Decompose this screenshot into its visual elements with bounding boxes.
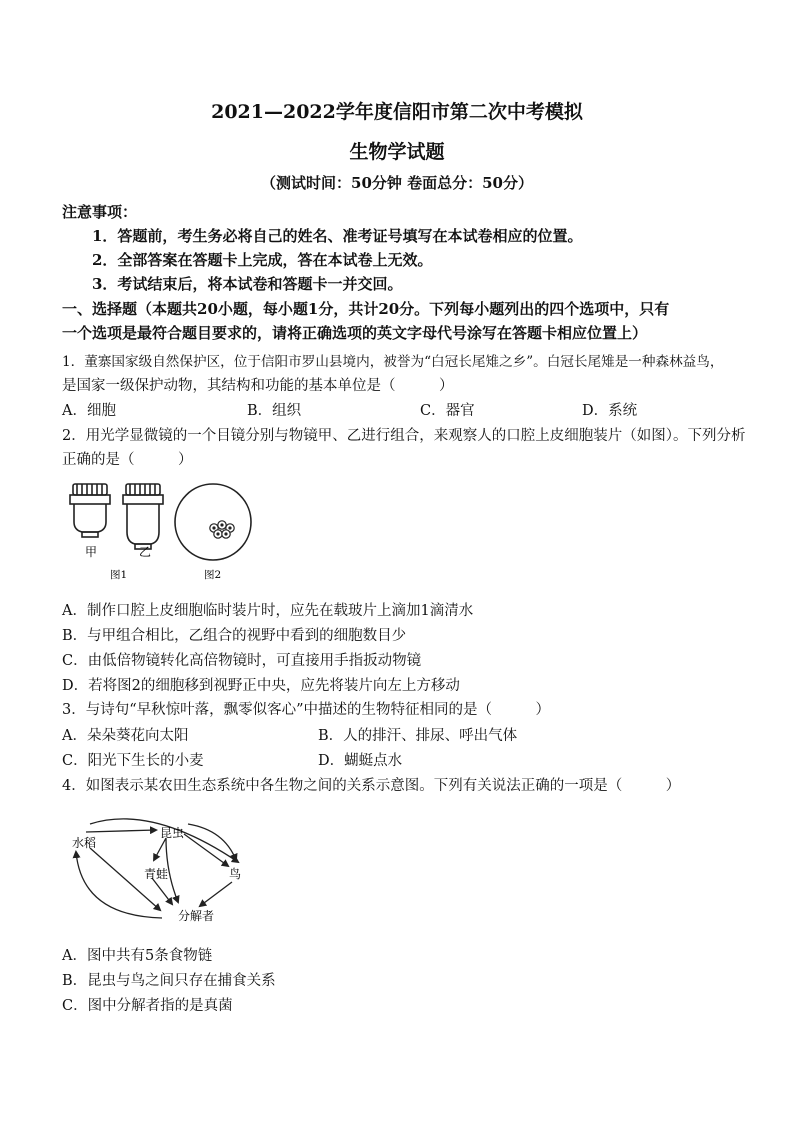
q4-option-b: B．昆虫与鸟之间只存在捕食关系 bbox=[62, 973, 276, 989]
note-item: 2．全部答案在答题卡上完成，答在本试卷上无效。 bbox=[92, 251, 433, 269]
note-item: 3．考试结束后，将本试卷和答题卡一并交回。 bbox=[92, 275, 403, 293]
cells-icon bbox=[210, 521, 234, 538]
node-rice: 水稻 bbox=[72, 836, 97, 850]
field-of-view-icon bbox=[175, 484, 251, 560]
node-insect: 昆虫 bbox=[160, 826, 185, 840]
q2-option-b: B．与甲组合相比，乙组合的视野中看到的细胞数目少 bbox=[62, 628, 407, 644]
label-b: 乙 bbox=[139, 545, 152, 559]
section-heading: 一、选择题（本题共20小题，每小题1分，共计20分。下列每小题列出的四个选项中，只有 bbox=[62, 300, 670, 318]
q2-option-d: D．若将图2的细胞移到视野正中央，应先将装片向左上方移动 bbox=[62, 678, 460, 694]
q1-option-d: D．系统 bbox=[582, 403, 638, 419]
q4-stem: 4．如图表示某农田生态系统中各生物之间的关系示意图。下列有关说法正确的一项是（ ） bbox=[62, 778, 681, 794]
figure1-caption: 图1 bbox=[110, 569, 128, 581]
arrow-decomposer-rice bbox=[76, 852, 162, 918]
q3-stem: 3．与诗句“早秋惊叶落，飘零似客心”中描述的生物特征相同的是（ ） bbox=[62, 702, 551, 718]
figure2-caption: 图2 bbox=[204, 569, 222, 581]
q2-option-c: C．由低倍物镜转化高倍物镜时，可直接用手指扳动物镜 bbox=[62, 653, 422, 669]
food-web-figure bbox=[62, 812, 262, 930]
exam-subtitle: 生物学试题 bbox=[349, 141, 445, 163]
q1-stem: 1．董寨国家级自然保护区，位于信阳市罗山县境内，被誉为“白冠长尾雉之乡”。白冠长尾雉是一种森林益鸟， bbox=[62, 354, 724, 370]
label-a: 甲 bbox=[85, 545, 98, 559]
q3-option-d: D．蝴蜓点水 bbox=[318, 753, 403, 769]
microscope-figure bbox=[62, 470, 262, 586]
q1-stem-cont: 是国家一级保护动物，其结构和功能的基本单位是（ ） bbox=[62, 378, 454, 394]
q1-option-b: B．组织 bbox=[247, 403, 302, 419]
exam-meta: （测试时间：50分钟 卷面总分：50分） bbox=[261, 174, 533, 192]
notes-heading: 注意事项： bbox=[62, 203, 138, 221]
section-heading-cont: 一个选项是最符合题目要求的，请将正确选项的英文字母代号涂写在答题卡相应位置上） bbox=[62, 324, 648, 342]
q3-option-c: C．阳光下生长的小麦 bbox=[62, 753, 204, 769]
node-frog: 青蛙 bbox=[144, 867, 169, 881]
exam-title: 2021—2022学年度信阳市第二次中考模拟 bbox=[211, 101, 583, 123]
q2-stem: 2．用光学显微镜的一个目镜分别与物镜甲、乙进行组合，来观察人的口腔上皮细胞装片（如图）。下列分析 bbox=[62, 428, 746, 444]
q4-option-a: A．图中共有5条食物链 bbox=[62, 948, 213, 964]
q1-option-c: C．器官 bbox=[420, 403, 475, 419]
arrow-frog-decomposer bbox=[152, 878, 172, 904]
arrow-insect-frog bbox=[154, 838, 166, 860]
arrow-bird-decomposer bbox=[200, 882, 232, 906]
q3-option-b: B．人的排汗、排尿、呼出气体 bbox=[318, 728, 518, 744]
q2-option-a: A．制作口腔上皮细胞临时装片时，应先在载玻片上滴加1滴清水 bbox=[62, 603, 474, 619]
node-bird: 鸟 bbox=[229, 867, 242, 881]
objective-lens-b-icon bbox=[123, 484, 163, 549]
note-item: 1．答题前，考生务必将自己的姓名、准考证号填写在本试卷相应的位置。 bbox=[92, 227, 583, 245]
objective-lens-a-icon bbox=[70, 484, 110, 537]
node-decomposer: 分解者 bbox=[178, 909, 215, 923]
q1-option-a: A．细胞 bbox=[62, 403, 116, 419]
q3-option-a: A．朵朵葵花向太阳 bbox=[62, 728, 189, 744]
q4-option-c: C．图中分解者指的是真菌 bbox=[62, 998, 233, 1014]
q2-stem-cont: 正确的是（ ） bbox=[62, 452, 193, 468]
arrow-rice-insect bbox=[86, 830, 156, 832]
